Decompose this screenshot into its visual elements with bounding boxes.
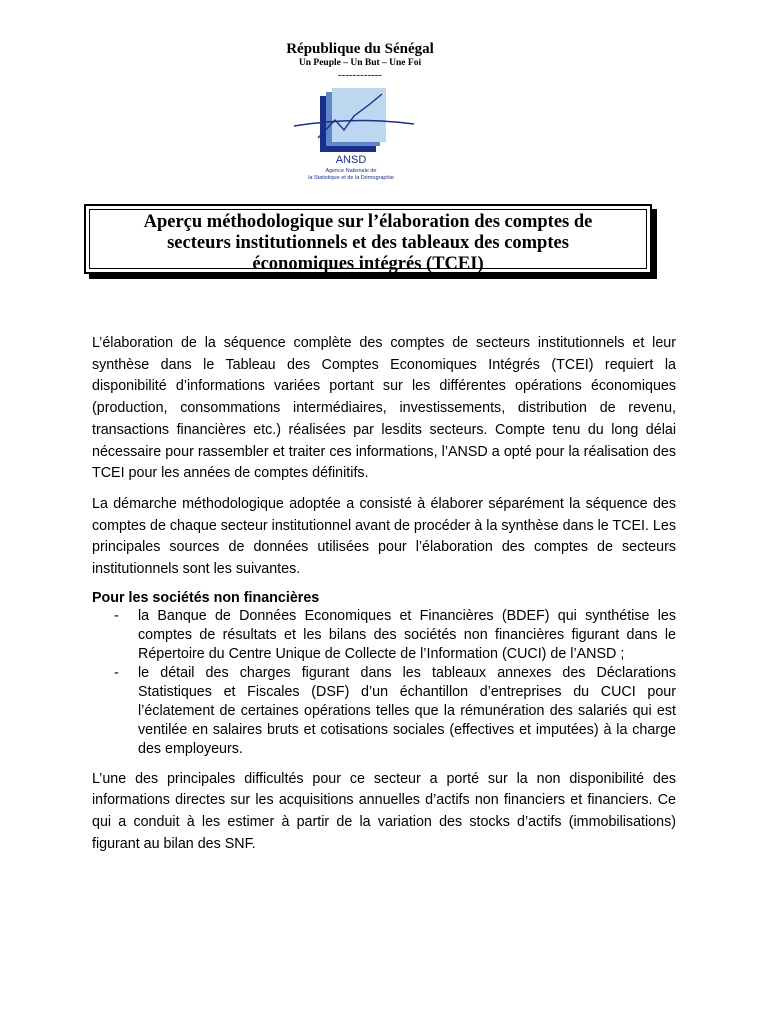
bullet-dash: - [114,664,119,681]
logo-line-1: Agence Nationale de [325,168,377,174]
logo-line-2: la Statistique et de la Démographie [308,175,394,181]
document-body [92,333,676,865]
paragraph-intro: L’élaboration de la séquence complète des comptes de secteurs institutionnels et leur synthèse dans le Tableau des Comptes Economiques Intégrés (TCEI) requiert la disponibilité d’informations variées portant sur les différentes opérations économiques (production, consommations intermédiaires, investissements, distribution de revenu, transactions financières etc.) réalisées par lesdits secteurs. Compte tenu du long délai nécessaire pour rassembler et traiter ces informations, l’ANSD a opté pour la réalisation des TCEI pour les années de comptes définitifs. [92,335,676,482]
title-box-inner [89,209,647,274]
list-item [92,664,676,759]
national-motto: Un Peuple – Un But – Une Foi [298,58,422,68]
title-line-3: économiques intégrés (TCEI) [252,254,484,274]
country-name: République du Sénégal [286,41,434,57]
title-line-2: secteurs institutionnels et des tableaux des comptes [167,233,569,253]
list-item-text: la Banque de Données Economiques et Financières (BDEF) qui synthétise les comptes de résultats et les bilans des sociétés non financières figurant dans le Répertoire du Centre Unique de Collecte de l’Information (CUCI) de l’ANSD ; [138,607,676,662]
paragraph-difficulties: L’une des principales difficultés pour ce secteur a porté sur la non disponibilité des informations directes sur les acquisitions annuelles d’actifs non financiers et financiers. Ce qui a conduit à les estimer à partir de la variation des stocks d’actifs (immobilisations) figurant au bilan des SNF. [92,770,676,852]
bullet-dash: - [114,607,119,624]
list-item-text: le détail des charges figurant dans les tableaux annexes des Déclarations Statistiques et Fiscales (DSF) d’un échantillon d’entreprises du CUCI pour l’éclatement de certaines opérations telles que la rémunération des salariés qui est ventilée en salaires bruts et cotisations sociales (effectives et imputées) à la charge des employeurs. [138,664,676,757]
section-heading: Pour les sociétés non financières [92,589,320,606]
title-line-1: Aperçu méthodologique sur l’élaboration des comptes de [143,212,593,232]
title-box [84,204,652,274]
ansd-logo [290,86,420,186]
list-item [92,607,676,664]
logo-square-light [332,88,386,142]
document-header [230,40,490,82]
logo-acronym: ANSD [335,154,367,166]
header-separator: ------------ [338,69,382,81]
paragraph-methodology: La démarche méthodologique adoptée a consisté à élaborer séparément la séquence des comptes de chaque secteur institutionnel avant de procéder à la synthèse dans le TCEI. Les principales sources de données utilisées pour l’élaboration des comptes de secteurs institutionnels sont les suivantes. [92,495,676,578]
source-list [92,607,676,759]
document-title [90,210,646,275]
